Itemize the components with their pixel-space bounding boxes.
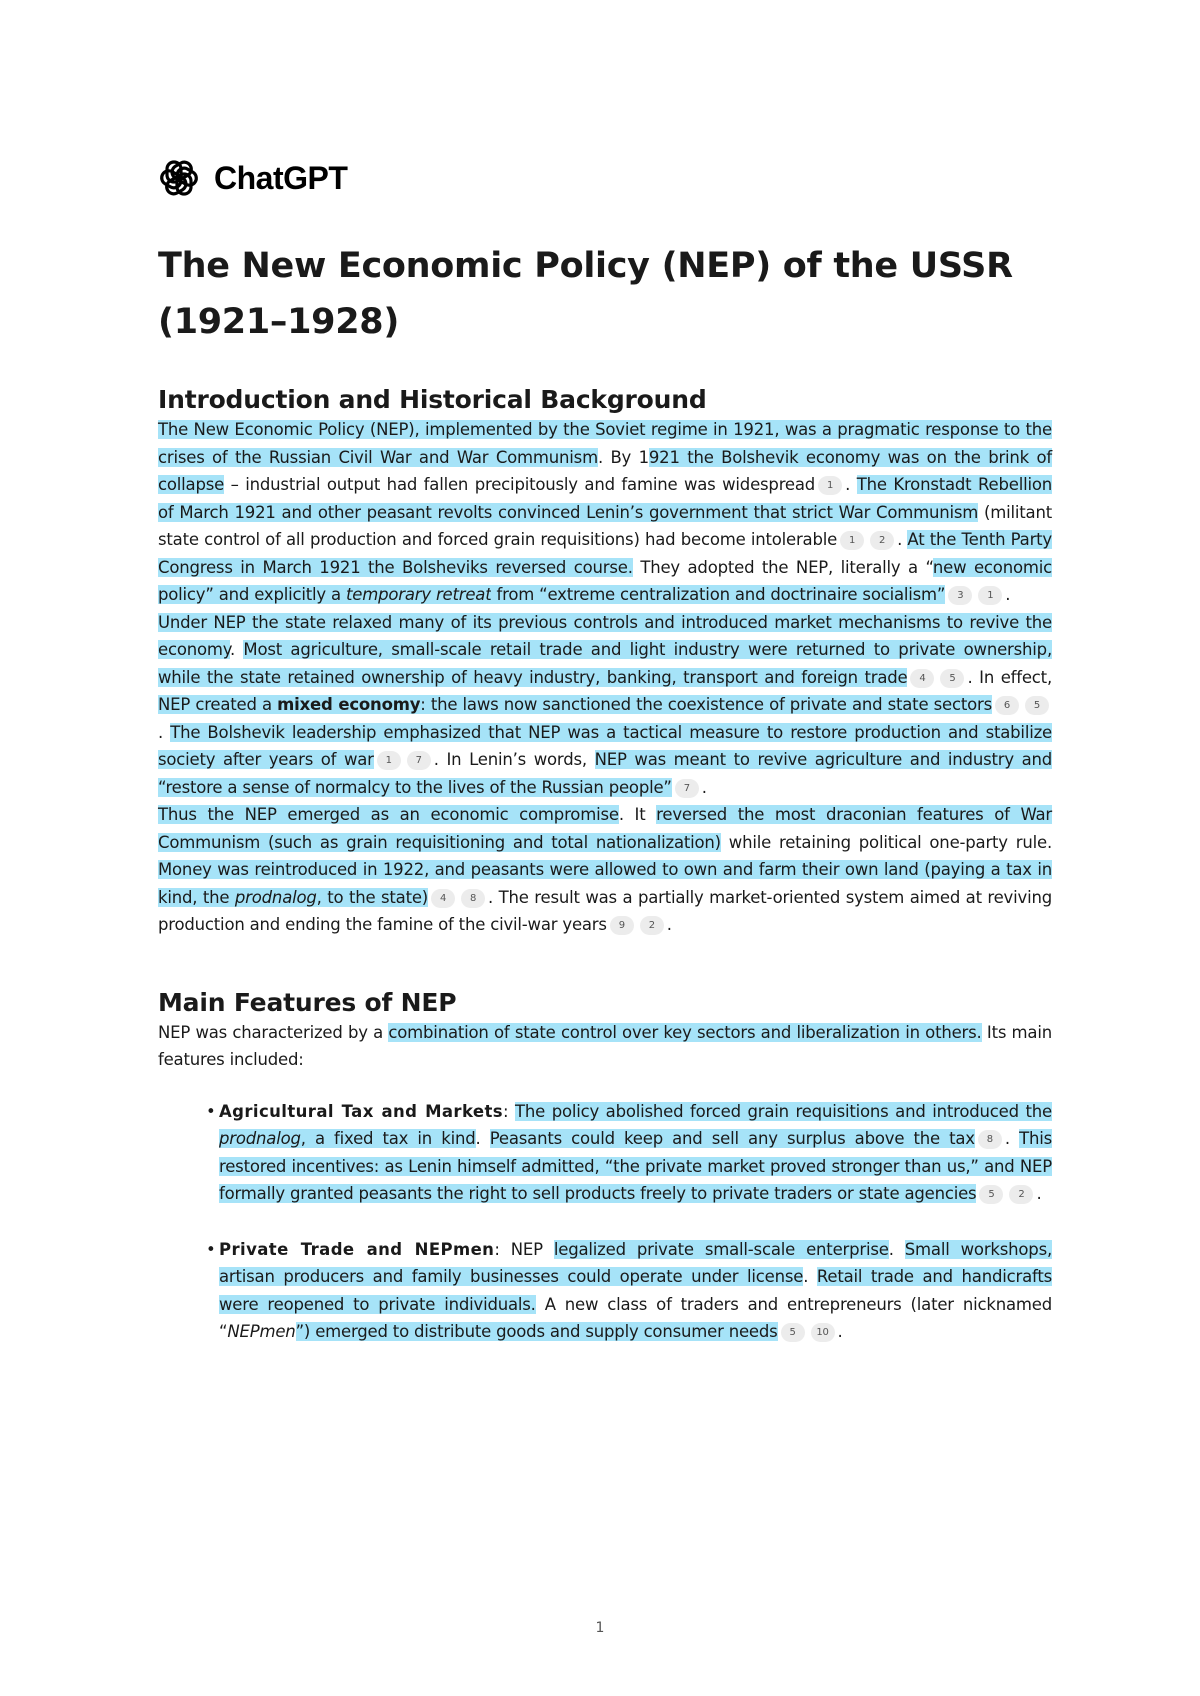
citation-badge[interactable]: 7 xyxy=(407,751,431,770)
highlighted-italic-text: temporary retreat xyxy=(346,585,492,604)
highlighted-text: Thus the NEP emerged as an economic compromise xyxy=(158,805,619,824)
bullet-icon: • xyxy=(206,1239,216,1259)
page-number: 1 xyxy=(595,1620,605,1636)
text: They adopted the NEP, literally a “ xyxy=(632,557,933,577)
text: . By 1 xyxy=(597,447,649,467)
text: . xyxy=(701,777,707,797)
citation-badge[interactable]: 5 xyxy=(781,1323,805,1342)
text: . xyxy=(1004,1129,1020,1148)
openai-logo-icon xyxy=(158,157,200,199)
highlighted-italic-text: prodnalog xyxy=(219,1129,301,1148)
citation-badge[interactable]: 6 xyxy=(995,696,1019,715)
citation-badge[interactable]: 5 xyxy=(940,669,964,688)
highlighted-text: legalized private small-scale enterprise xyxy=(553,1239,889,1259)
highlighted-text: new economic policy” and explicitly a xyxy=(158,557,1052,604)
document-title: The New Economic Policy (NEP) of the USSR (1921–1928) xyxy=(158,246,1013,342)
text: while retaining political one-party rule. xyxy=(720,832,1052,852)
highlighted-text: This restored incentives: as Lenin himself admitted, “the private market proved stronger than us,” and NEP formally granted peasants the right to sell products freely to private traders or state agencies xyxy=(219,1129,1052,1203)
highlighted-text: NEP was meant to revive agriculture and industry and “restore a sense of normalcy to the lives of the Russian people” xyxy=(158,750,1053,797)
text: . xyxy=(888,1239,905,1259)
italic-text: NEPmen xyxy=(227,1322,296,1341)
text: . xyxy=(158,722,171,742)
text: . The result was a partially market-oriented system aimed at reviving production and ending the famine of the civil-war years xyxy=(158,887,1052,934)
text: A new class of traders and entrepreneurs (later nicknamed “ xyxy=(219,1294,1052,1341)
highlighted-text: , to the state) xyxy=(316,887,429,907)
highlighted-bold-text: mixed economy xyxy=(277,695,421,714)
document-page xyxy=(158,150,1052,1346)
text: . It xyxy=(618,805,657,824)
citation-badge[interactable]: 8 xyxy=(461,889,485,908)
citation-badge[interactable]: 1 xyxy=(840,531,864,550)
text: . In Lenin’s words, xyxy=(433,750,595,769)
highlighted-text: Under NEP the state relaxed many of its previous controls and introduced market mechanisms to revive the economy xyxy=(158,612,1052,659)
citation-badge[interactable]: 2 xyxy=(870,531,894,550)
text: Its main features included: xyxy=(158,1022,1052,1069)
highlighted-text: Retail trade and handicrafts were reopened to private individuals. xyxy=(219,1267,1052,1314)
citation-badge[interactable]: 3 xyxy=(948,586,972,605)
highlighted-text: from “extreme centralization and doctrinaire socialism” xyxy=(491,585,946,604)
highlighted-text: Most agriculture, small-scale retail trade and light industry were returned to private ownership, while the state retained ownership of heavy industry, banking, transport and foreign trade xyxy=(158,640,1052,687)
citation-badge[interactable]: 7 xyxy=(675,779,699,798)
highlighted-text: ”) emerged to distribute goods and supply consumer needs xyxy=(295,1322,778,1341)
citation-badge[interactable]: 8 xyxy=(978,1130,1002,1149)
highlighted-text: : the laws now sanctioned the coexistence of private and state sectors xyxy=(420,695,992,714)
highlighted-text: Peasants could keep and sell any surplus above the tax xyxy=(489,1129,975,1148)
bullet-icon: • xyxy=(206,1101,216,1121)
list-item-term: Agricultural Tax and Markets xyxy=(219,1101,503,1121)
text: . xyxy=(803,1267,817,1286)
highlighted-text: Money was reintroduced in 1922, and peasants were allowed to own and farm their own land (paying a tax in kind, the xyxy=(158,860,1052,907)
highlighted-text: reversed the most draconian features of War Communism (such as grain requisitioning and total nationalization) xyxy=(158,805,1052,852)
text: . xyxy=(897,530,908,549)
citation-badge[interactable]: 5 xyxy=(979,1185,1003,1204)
text: . In effect, xyxy=(967,667,1052,687)
citation-badge[interactable]: 4 xyxy=(431,889,455,908)
highlighted-text: NEP created a xyxy=(158,695,278,714)
highlighted-text: At the Tenth Party Congress in March 1921 the Bolsheviks reversed course. xyxy=(158,530,1052,577)
paragraph-features-intro xyxy=(158,1019,1052,1074)
highlighted-text: Small workshops, artisan producers and family businesses could operate under license xyxy=(219,1239,1053,1286)
features-list xyxy=(158,1098,1052,1346)
citation-badge[interactable]: 4 xyxy=(910,669,934,688)
citation-badge[interactable]: 2 xyxy=(640,916,664,935)
paragraph-intro-3 xyxy=(158,801,1052,939)
text: NEP was characterized by a xyxy=(158,1022,389,1042)
highlighted-italic-text: prodnalog xyxy=(234,887,317,907)
citation-badge[interactable]: 2 xyxy=(1009,1185,1033,1204)
citation-badge[interactable]: 5 xyxy=(1025,696,1049,715)
text: : xyxy=(494,1239,511,1259)
highlighted-text: 921 the Bolshevik economy was on the brink of collapse xyxy=(158,447,1052,494)
paragraph-intro-2 xyxy=(158,609,1052,802)
text: . xyxy=(1036,1184,1042,1203)
text: – industrial output had fallen precipitously and famine was widespread xyxy=(224,475,816,494)
section-heading-main-features: Main Features of NEP xyxy=(158,987,457,1017)
text: . xyxy=(845,475,857,494)
brand-name: ChatGPT xyxy=(214,159,348,196)
highlighted-text: combination of state control over key sectors and liberalization in others. xyxy=(388,1022,982,1042)
citation-badge[interactable]: 1 xyxy=(978,586,1002,605)
text: (militant state control of all production and forced grain requisitions) had become intolerable xyxy=(158,502,1052,549)
citation-badge[interactable]: 1 xyxy=(377,751,401,770)
citation-badge[interactable]: 9 xyxy=(610,916,634,935)
brand-header xyxy=(158,150,1052,206)
list-item-agricultural-tax xyxy=(206,1098,1052,1208)
list-item-term: Private Trade and NEPmen xyxy=(219,1239,495,1259)
text: . xyxy=(1005,585,1011,604)
text: : xyxy=(503,1101,515,1121)
text: . xyxy=(475,1129,490,1148)
section-heading-introduction: Introduction and Historical Background xyxy=(158,385,707,414)
highlighted-text: The New Economic Policy (NEP), implemented by the Soviet regime in 1921, was a pragmatic response to the crises of the Russian Civil War and War Communism xyxy=(158,420,1052,467)
list-item-private-trade xyxy=(206,1236,1053,1346)
citation-badge[interactable]: 1 xyxy=(818,476,842,495)
text: NEP xyxy=(510,1239,554,1259)
paragraph-intro-1 xyxy=(158,416,1052,609)
highlighted-text: The Bolshevik leadership emphasized that NEP was a tactical measure to restore production and stabilize society after years of war xyxy=(158,722,1052,769)
text: . xyxy=(229,640,244,659)
highlighted-text: The policy abolished forced grain requisitions and introduced the xyxy=(514,1101,1052,1121)
highlighted-text: , a fixed tax in kind xyxy=(300,1129,476,1148)
text: . xyxy=(837,1322,843,1341)
citation-badge[interactable]: 10 xyxy=(811,1323,835,1342)
text: . xyxy=(666,915,672,934)
highlighted-text: The Kronstadt Rebellion of March 1921 and other peasant revolts convinced Lenin’s government that strict War Communism xyxy=(158,475,1053,522)
